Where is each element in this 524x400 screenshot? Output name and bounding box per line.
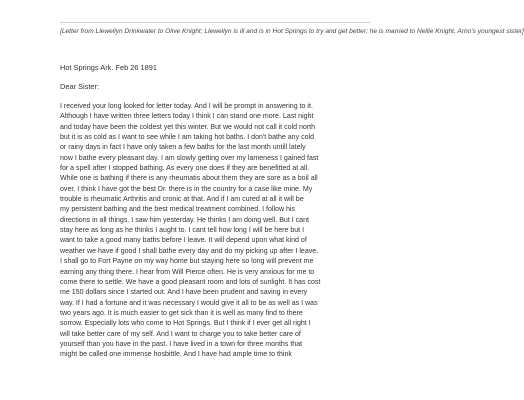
letter-dateline: Hot Springs Ark. Feb 26 1891 [60,63,157,72]
body-line: trouble is rheumatic Arthritis and cronic at that. And if I am cured at all it will be [60,196,304,204]
letter-salutation: Dear Sister: [60,82,100,91]
body-line: want to take a good many baths before I leave. It will depend upon what kind of [60,237,307,245]
body-line: will take better care of my self. And I want to charge you to take better care of [60,330,301,338]
body-line: sorrow. Especially lots who come to Hot Springs. But I think if I ever get all right I [60,320,311,328]
body-line: and today have been the coldest yet this winter. But we would not call it cold north [60,123,316,131]
body-line: might be called one immense hosbittle. And I have had ample time to think [60,351,292,359]
body-line: now I bathe every pleasant day. I am slowly getting over my lameness I gained fast [60,154,319,162]
header-divider [60,22,370,23]
body-line: me 150 dollars since I started out. And I have been prudent and saving in every [60,289,308,297]
body-line: While one is bathing if there is any rheumatis about them they are sore as a boil all [60,175,318,183]
body-line: my persistent bathing and the best medical treatment combined. I follow his [60,206,296,214]
body-line: I received your long looked for letter today. And I will be prompt in answering to it. [60,103,313,110]
body-line: over. I think I have got the best Dr. there is in the country for a case like mine. My [60,185,313,193]
body-line: but it is as cold as I want to see while I am taking hot baths. I don't bathe any cold [60,134,315,142]
editorial-note: [Letter from Llewellyn Drinkwater to Olive Knight; Llewellyn is ill and is in Hot Springs to try and get better; he is married to Nellie Knight, Arno's youngest sister] [60,28,524,35]
body-line: or rainy days in fact I have only taken a few baths for the last month untill lately [60,144,306,152]
body-line: for a spell after I stopped bathing. As every one does if they are benefitted at all. [60,165,310,173]
body-line: stay here as long as he thinks I aught to. I cant tell how long I will be here but I [60,227,305,235]
body-line: come there to settle. We have a good pleasant room and lots of sunlight. It has cost [60,278,321,286]
body-line: earning any thing there. I hear from Will Pierce often. He is very anxious for me to [60,268,315,276]
body-line: way. If I had a fortune and it was necessary I would give it all to be as well as I was [60,299,318,307]
letter-body [60,102,378,361]
body-line: two years ago. It is much easier to get sick than it is well as many find to there [60,309,303,317]
body-line: I shall go to Fort Payne on my way home but staying here so long will prevent me [60,258,314,266]
body-line: directions in all things. I saw him yesterday. He thinks I am doing well. But I cant [60,216,309,224]
body-line: weather we have if good I shall bathe every day and do my picking up after I leave. [60,247,319,255]
body-line: yourself than you have in the past. I have lived in a town for three months that [60,340,303,348]
body-line: Although I have written three letters today I think I can stand one more. Last night [60,113,314,121]
